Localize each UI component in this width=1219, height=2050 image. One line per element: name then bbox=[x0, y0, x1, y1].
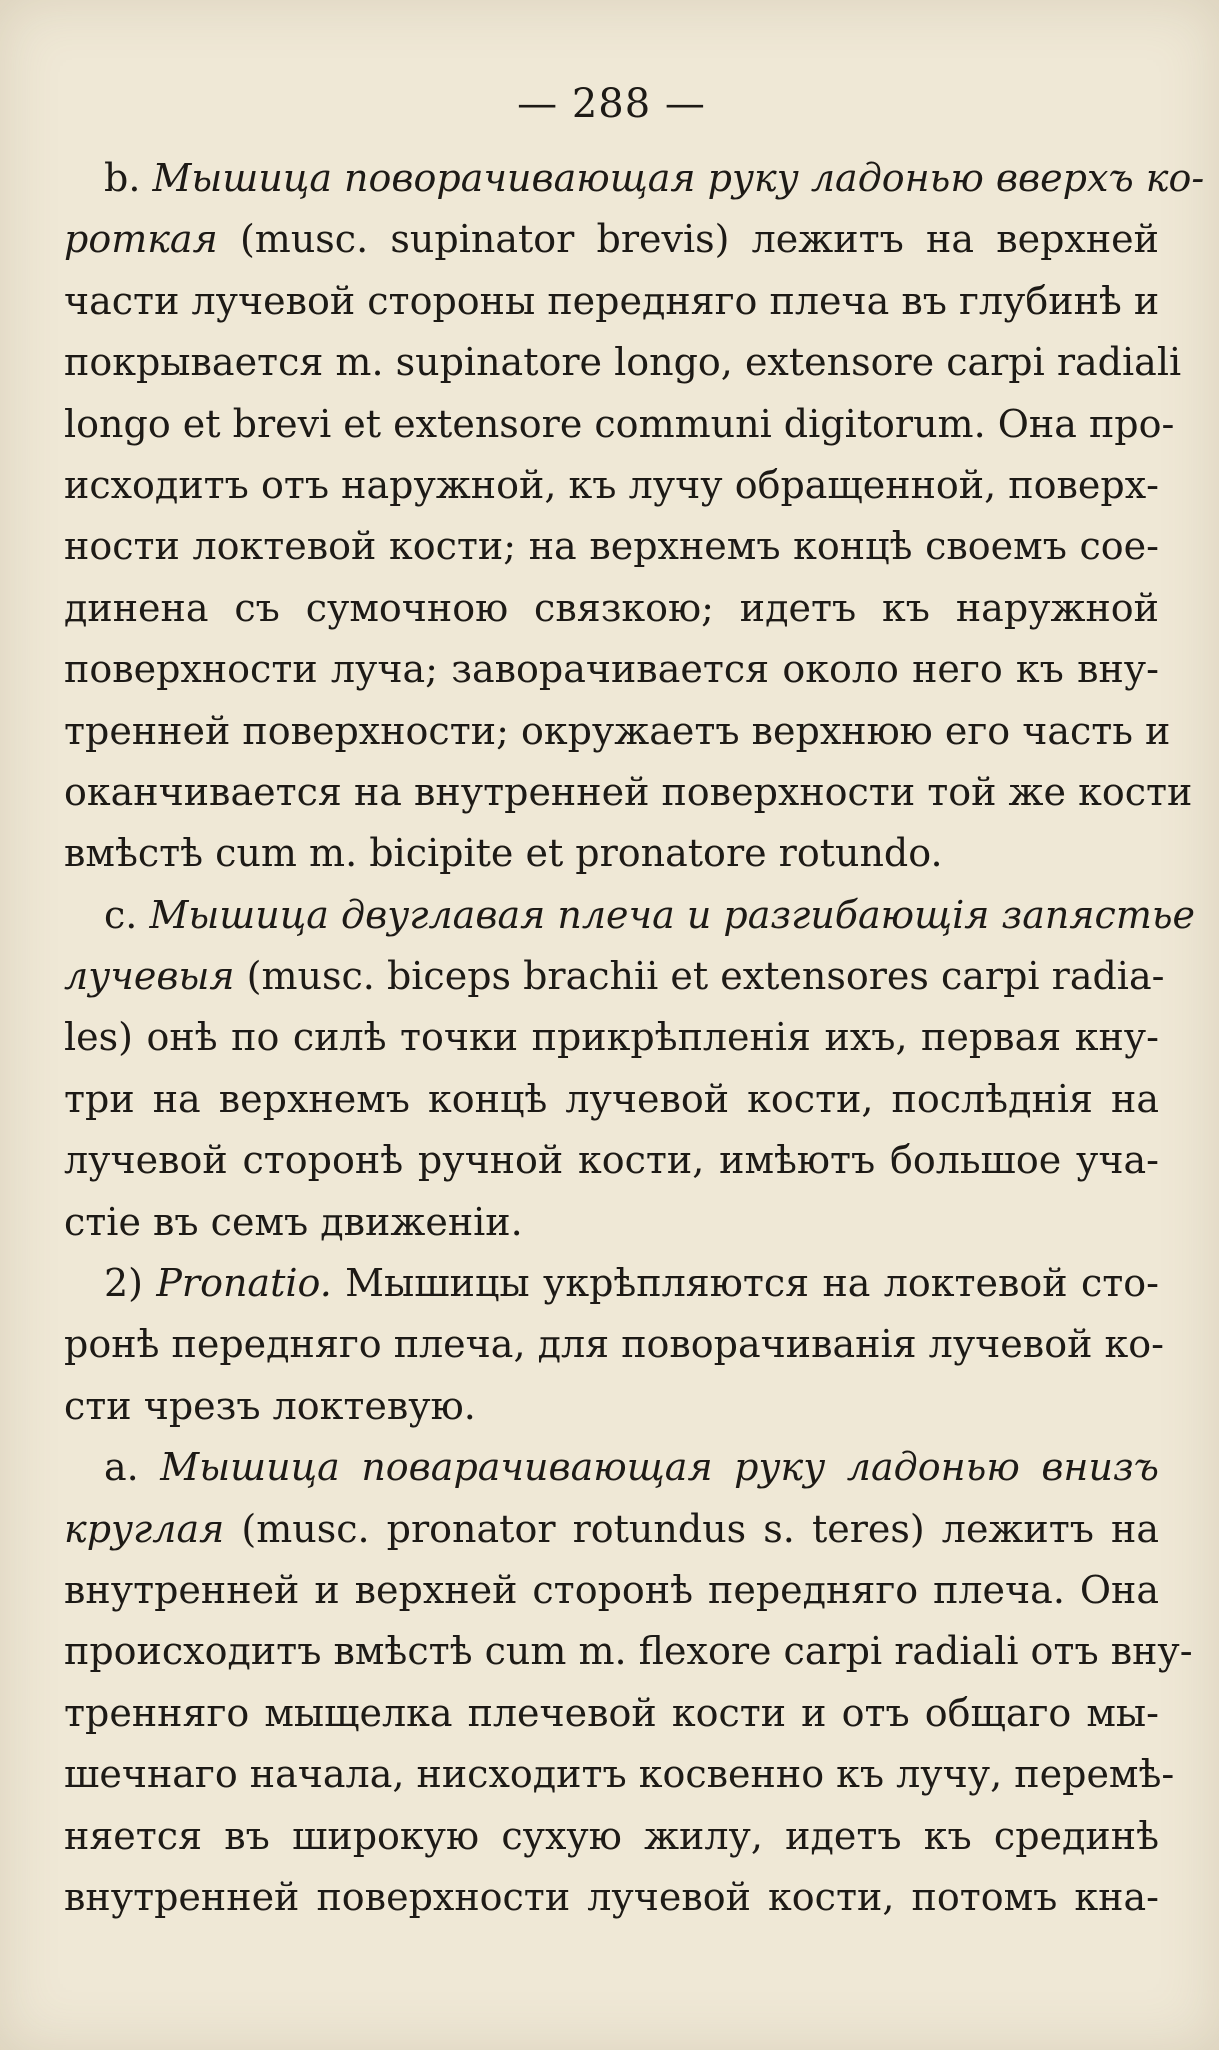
text-line bbox=[64, 701, 1171, 762]
text-line bbox=[64, 1621, 1193, 1682]
text-line bbox=[64, 1867, 1159, 1928]
text-run: (musc. supinator brevis) лежитъ на верхней bbox=[217, 217, 1159, 262]
text-run: les) онѣ по силѣ точки прикрѣпленія ихъ, первая кну- bbox=[64, 1015, 1159, 1060]
text-line bbox=[64, 1437, 1159, 1498]
text-run: три на верхнемъ концѣ лучевой кости, послѣднія на bbox=[64, 1076, 1159, 1121]
text-line bbox=[64, 578, 1159, 639]
text-line bbox=[64, 1192, 1159, 1253]
text-line bbox=[64, 762, 1193, 823]
text-run: ронѣ передняго плеча, для поворачиванія лучевой ко- bbox=[64, 1322, 1164, 1367]
text-run: c. bbox=[104, 892, 150, 937]
italic-text: лучевыя bbox=[64, 954, 235, 999]
text-run: покрывается m. supinatore longo, extensore carpi radiali bbox=[64, 340, 1182, 385]
text-run: происходитъ вмѣстѣ cum m. flexore carpi radiali отъ вну- bbox=[64, 1629, 1193, 1674]
text-run: b. bbox=[104, 156, 153, 200]
text-run: внутренней поверхности лучевой кости, потомъ кна- bbox=[64, 1874, 1159, 1919]
text-line bbox=[64, 271, 1159, 332]
italic-text: роткая bbox=[64, 217, 218, 262]
page-text bbox=[64, 60, 1205, 1928]
text-line bbox=[64, 394, 1175, 455]
text-run: исходитъ отъ наружной, къ лучу обращенной, поверх- bbox=[64, 462, 1159, 507]
text-line bbox=[64, 1314, 1164, 1375]
text-run: 2) bbox=[104, 1261, 157, 1306]
page-number: — 288 — bbox=[517, 81, 706, 127]
text-line bbox=[64, 455, 1159, 516]
text-run: сти чрезъ локтевую. bbox=[64, 1383, 476, 1428]
text-run: динена съ сумочною связкою; идетъ къ наружной bbox=[64, 585, 1159, 630]
text-line bbox=[64, 148, 1205, 209]
text-line bbox=[64, 1130, 1159, 1191]
text-run: a. bbox=[104, 1445, 161, 1490]
text-line bbox=[64, 1683, 1159, 1744]
text-line bbox=[64, 1253, 1159, 1314]
text-line bbox=[64, 823, 1159, 884]
text-line bbox=[64, 1007, 1159, 1068]
text-run: (musc. biceps brachii et extensores carpi radia- bbox=[234, 954, 1165, 999]
text-line bbox=[64, 1499, 1159, 1560]
text-run: вмѣстѣ cum m. bicipite et pronatore rotundo. bbox=[64, 831, 943, 876]
text-run: Мышицы укрѣпляются на локтевой сто- bbox=[331, 1261, 1159, 1306]
italic-text: Мышица двуглавая плеча и разгибающія запястье bbox=[149, 892, 1196, 937]
text-run: longo et brevi et extensore communi digitorum. Она про- bbox=[64, 401, 1175, 446]
text-run: части лучевой стороны передняго плеча въ глубинѣ и bbox=[64, 278, 1160, 323]
italic-text: Мышица поварачивающая руку ладонью внизъ bbox=[160, 1445, 1159, 1490]
body-text bbox=[64, 148, 1205, 1928]
text-run: шечнаго начала, нисходитъ косвенно къ лучу, перемѣ- bbox=[64, 1752, 1175, 1797]
text-line bbox=[64, 1069, 1159, 1130]
text-line bbox=[64, 1376, 1159, 1437]
text-line bbox=[64, 209, 1159, 270]
text-run: внутренней и верхней сторонѣ передняго плеча. Она bbox=[64, 1567, 1159, 1612]
text-run: поверхности луча; заворачивается около него къ вну- bbox=[64, 647, 1159, 692]
text-line bbox=[64, 1744, 1175, 1805]
text-line bbox=[64, 332, 1182, 393]
text-line bbox=[64, 1560, 1159, 1621]
text-line bbox=[64, 516, 1159, 577]
text-run: ности локтевой кости; на верхнемъ концѣ своемъ сое- bbox=[64, 524, 1159, 569]
italic-text: Мышица поворачивающая руку ладонью вверхъ ко- bbox=[152, 156, 1205, 200]
text-run: лучевой сторонѣ ручной кости, имѣютъ большое уча- bbox=[64, 1138, 1159, 1183]
text-run: (musc. pronator rotundus s. teres) лежитъ на bbox=[224, 1506, 1159, 1551]
text-line bbox=[64, 639, 1159, 700]
text-line bbox=[64, 885, 1196, 946]
italic-text: Pronatio. bbox=[156, 1261, 332, 1306]
italic-text: круглая bbox=[64, 1506, 225, 1551]
text-run: няется въ широкую сухую жилу, идетъ къ срединѣ bbox=[64, 1813, 1159, 1858]
text-run: оканчивается на внутренней поверхности той же кости bbox=[64, 769, 1193, 814]
text-run: тренняго мыщелка плечевой кости и отъ общаго мы- bbox=[64, 1690, 1159, 1735]
text-run: стіе въ семъ движеніи. bbox=[64, 1199, 523, 1244]
text-run: тренней поверхности; окружаетъ верхнюю его часть и bbox=[64, 708, 1171, 753]
text-line bbox=[64, 1806, 1159, 1867]
text-line bbox=[64, 946, 1165, 1007]
